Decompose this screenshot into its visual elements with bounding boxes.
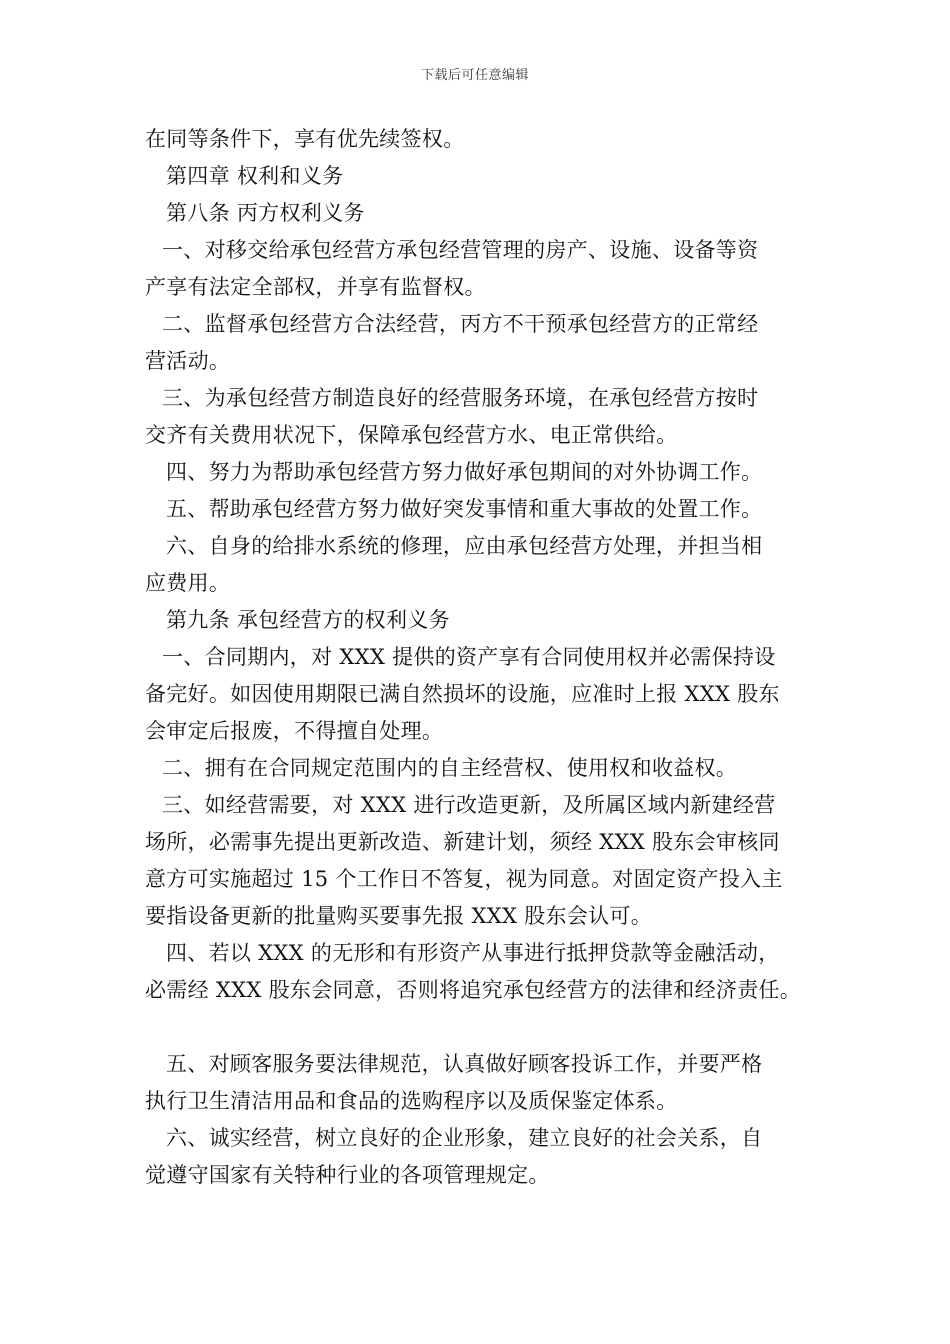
page-header: 下载后可任意编辑 bbox=[420, 68, 529, 83]
paragraph-line: 四、努力为帮助承包经营方努力做好承包期间的对外协调工作。 bbox=[166, 460, 763, 484]
paragraph-line: 意方可实施超过 15 个工作日不答复，视为同意。对固定资产投入主 bbox=[145, 867, 783, 891]
blank-line bbox=[145, 1009, 825, 1046]
paragraph-line: 交齐有关费用状况下，保障承包经营方水、电正常供给。 bbox=[145, 423, 678, 447]
paragraph-line: 三、如经营需要，对 XXX 进行改造更新，及所属区域内新建经营 bbox=[162, 793, 776, 817]
paragraph-line: 产享有法定全部权，并享有监督权。 bbox=[145, 275, 486, 299]
paragraph-line: 五、帮助承包经营方努力做好突发事情和重大事故的处置工作。 bbox=[166, 497, 763, 521]
article-heading: 第九条 承包经营方的权利义务 bbox=[166, 608, 450, 632]
paragraph-line: 二、拥有在合同规定范围内的自主经营权、使用权和收益权。 bbox=[162, 756, 738, 780]
paragraph-line: 应费用。 bbox=[145, 571, 231, 595]
paragraph-line: 会审定后报废，不得擅自处理。 bbox=[145, 719, 444, 743]
paragraph-line: 二、监督承包经营方合法经营，丙方不干预承包经营方的正常经 bbox=[162, 312, 759, 336]
article-heading: 第八条 丙方权利义务 bbox=[166, 201, 365, 225]
paragraph-line: 执行卫生清洁用品和食品的选购程序以及质保鉴定体系。 bbox=[145, 1089, 678, 1113]
document-body bbox=[145, 121, 825, 1194]
paragraph-line: 营活动。 bbox=[145, 349, 231, 373]
paragraph-line: 一、对移交给承包经营方承包经营管理的房产、设施、设备等资 bbox=[162, 238, 759, 262]
paragraph-line: 六、自身的给排水系统的修理，应由承包经营方处理，并担当相 bbox=[166, 534, 763, 558]
paragraph-line: 要指设备更新的批量购买要事先报 XXX 股东会认可。 bbox=[145, 904, 652, 928]
paragraph-line: 六、诚实经营，树立良好的企业形象，建立良好的社会关系，自 bbox=[166, 1126, 763, 1150]
paragraph-line: 必需经 XXX 股东会同意，否则将追究承包经营方的法律和经济责任。 bbox=[145, 978, 802, 1002]
paragraph-line: 在同等条件下，享有优先续签权。 bbox=[145, 127, 465, 151]
paragraph-line: 三、为承包经营方制造良好的经营服务环境，在承包经营方按时 bbox=[162, 386, 759, 410]
paragraph-line: 五、对顾客服务要法律规范，认真做好顾客投诉工作，并要严格 bbox=[166, 1052, 763, 1076]
paragraph-line: 觉遵守国家有关特种行业的各项管理规定。 bbox=[145, 1163, 550, 1187]
chapter-heading: 第四章 权利和义务 bbox=[166, 164, 344, 188]
paragraph-line: 场所，必需事先提出更新改造、新建计划，须经 XXX 股东会审核同 bbox=[145, 830, 780, 854]
paragraph-line: 一、合同期内，对 XXX 提供的资产享有合同使用权并必需保持设 bbox=[162, 645, 776, 669]
paragraph-line: 四、若以 XXX 的无形和有形资产从事进行抵押贷款等金融活动， bbox=[166, 941, 780, 965]
paragraph-line: 备完好。如因使用期限已满自然损坏的设施，应准时上报 XXX 股东 bbox=[145, 682, 780, 706]
